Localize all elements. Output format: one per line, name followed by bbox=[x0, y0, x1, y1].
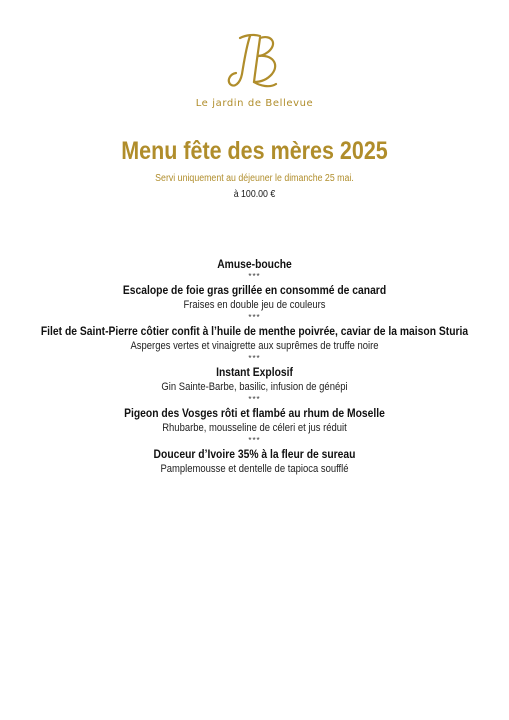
course-amuse-bouche bbox=[0, 256, 509, 272]
course-separator: *** bbox=[248, 313, 261, 322]
course-instant-explosif bbox=[0, 364, 509, 395]
course-description: Fraises en double jeu de couleurs bbox=[183, 299, 326, 311]
logo bbox=[0, 30, 509, 94]
course-name: Instant Explosif bbox=[216, 365, 293, 379]
course-description: Asperges vertes et vinaigrette aux suprêmes de truffe noire bbox=[130, 340, 379, 352]
course-separator: *** bbox=[248, 354, 261, 363]
course-description: Rhubarbe, mousseline de céleri et jus réduit bbox=[162, 422, 347, 434]
course-name: Escalope de foie gras grillée en consommé de canard bbox=[122, 283, 387, 297]
menu-price: à 100.00 € bbox=[233, 189, 276, 200]
jb-monogram-icon bbox=[220, 30, 290, 94]
course-foie-gras bbox=[0, 282, 509, 313]
course-description: Gin Sainte-Barbe, basilic, infusion de génépi bbox=[161, 381, 348, 393]
brand-name: Le jardin de Bellevue bbox=[195, 98, 314, 109]
course-saint-pierre bbox=[0, 323, 509, 354]
page-title: Menu fête des mères 2025 bbox=[121, 137, 388, 165]
course-list bbox=[0, 256, 509, 477]
course-name: Pigeon des Vosges rôti et flambé au rhum de Moselle bbox=[124, 406, 385, 420]
course-name: Douceur d’Ivoire 35% à la fleur de sureau bbox=[153, 447, 356, 461]
course-separator: *** bbox=[248, 272, 261, 281]
course-separator: *** bbox=[248, 395, 261, 404]
service-note: Servi uniquement au déjeuner le dimanche 25 mai. bbox=[155, 173, 354, 184]
course-separator: *** bbox=[248, 436, 261, 445]
course-name: Amuse-bouche bbox=[217, 257, 292, 271]
course-name: Filet de Saint-Pierre côtier confit à l’huile de menthe poivrée, caviar de la maison Sturia bbox=[40, 324, 469, 338]
course-pigeon bbox=[0, 405, 509, 436]
course-douceur-ivoire bbox=[0, 446, 509, 477]
course-description: Pamplemousse et dentelle de tapioca soufflé bbox=[160, 463, 349, 475]
